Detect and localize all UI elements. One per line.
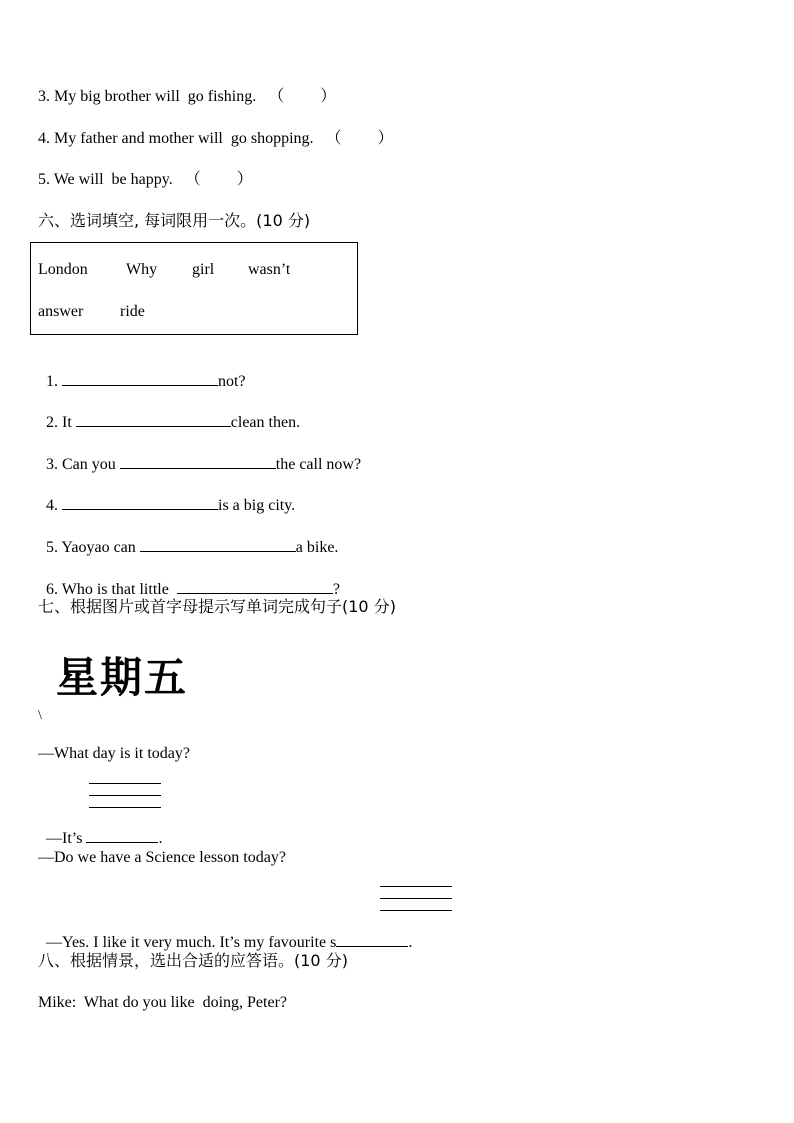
answer-blank[interactable] — [86, 826, 158, 843]
answer-blank[interactable] — [76, 410, 231, 427]
word-bank-item: ride — [120, 303, 145, 320]
writing-guide-line — [89, 783, 161, 784]
stray-backslash: \ — [38, 708, 42, 723]
question-6-2: 2. It clean then. — [38, 390, 300, 433]
writing-guide-line — [380, 898, 452, 899]
dialogue-line-4: —Yes. I like it very much. It’s my favourite s . — [38, 910, 412, 953]
question-6-6: 6. Who is that little ? — [38, 557, 340, 600]
word-bank-item: answer — [38, 303, 84, 320]
answer-blank[interactable] — [140, 535, 296, 552]
section-8-heading: 八、根据情景，选出合适的应答语。(10 分) — [38, 951, 348, 970]
answer-blank[interactable] — [177, 577, 333, 594]
friday-picture: 星期五 — [56, 653, 189, 702]
question-5-5: 5. We will be happy. （ ） — [38, 171, 253, 188]
writing-guide-line — [380, 886, 452, 887]
section-6-heading: 六、选词填空, 每词限用一次。(10 分) — [38, 211, 311, 230]
word-bank-item: girl — [192, 261, 215, 278]
mike-question: Mike: What do you like doing, Peter? — [38, 994, 287, 1011]
answer-blank[interactable] — [120, 452, 276, 469]
dialogue-line-3: —Do we have a Science lesson today? — [38, 849, 286, 866]
question-6-5: 5. Yaoyao can a bike. — [38, 515, 338, 558]
word-bank-box — [30, 242, 358, 335]
answer-blank[interactable] — [336, 930, 408, 947]
question-5-4: 4. My father and mother will go shopping. （ ） — [38, 130, 394, 147]
question-5-3: 3. My big brother will go fishing. （ ） — [38, 88, 337, 105]
dialogue-line-2: —It’s . — [38, 806, 162, 849]
question-6-3: 3. Can you the call now? — [38, 432, 361, 475]
writing-guide-line — [89, 795, 161, 796]
word-bank-item: London — [38, 261, 88, 278]
word-bank-item: wasn’t — [248, 261, 291, 278]
question-6-4: 4. is a big city. — [38, 473, 295, 516]
section-7-heading: 七、根据图片或首字母提示写单词完成句子(10 分) — [38, 597, 396, 616]
answer-blank[interactable] — [62, 369, 218, 386]
answer-blank[interactable] — [62, 493, 218, 510]
word-bank-item: Why — [126, 261, 158, 278]
dialogue-line-1: —What day is it today? — [38, 745, 190, 762]
question-6-1: 1. not? — [38, 349, 246, 392]
